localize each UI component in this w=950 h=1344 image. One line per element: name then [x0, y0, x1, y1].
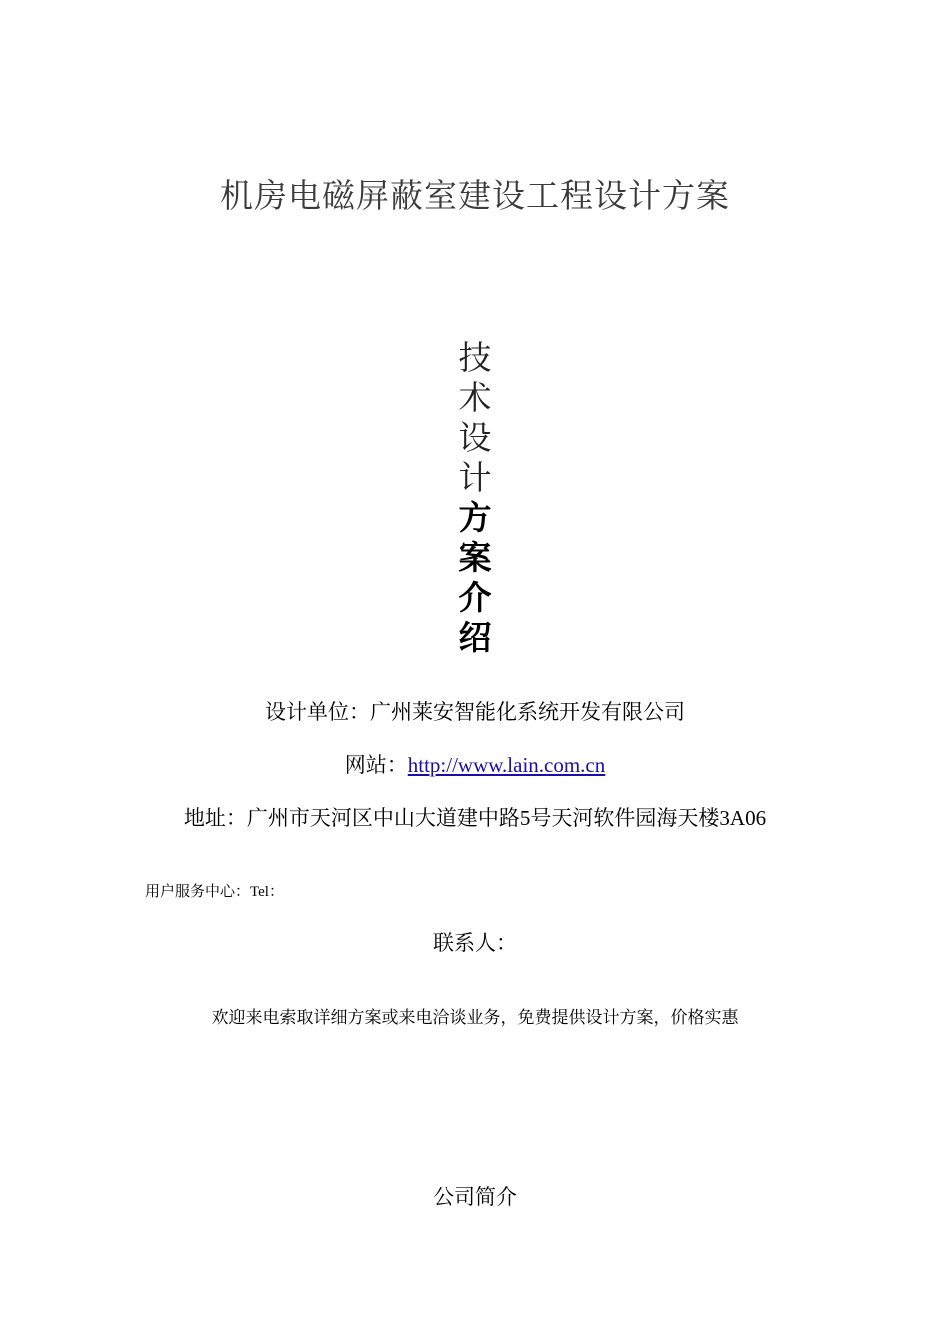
section-title-company-intro: 公司简介 [433, 1185, 517, 1209]
vertical-title-char: 方 [458, 498, 492, 537]
website-label: 网站： [344, 753, 408, 777]
welcome-text: 欢迎来电索取详细方案或来电洽谈业务，免费提供设计方案，价格实惠 [211, 1008, 739, 1028]
vertical-title-char: 案 [458, 538, 492, 577]
vertical-title-char: 术 [458, 378, 492, 417]
vertical-title-char: 技 [458, 338, 492, 377]
address-building: 号天河软件园海天楼 [530, 806, 720, 830]
service-center-label: 用户服务中心： [145, 882, 251, 900]
vertical-title-char: 绍 [458, 618, 492, 657]
address-room: 3A06 [719, 806, 767, 830]
address-label: 地址： [183, 806, 247, 830]
design-unit-line [0, 696, 950, 726]
contact-label: 联系人： [433, 931, 517, 955]
address-street: 广州市天河区中山大道建中路 [246, 806, 520, 830]
service-tel-label: Tel： [250, 884, 284, 900]
document-title: 机房电磁屏蔽室建设工程设计方案 [220, 176, 730, 215]
design-unit-label: 设计单位： [265, 700, 370, 724]
vertical-title [445, 338, 505, 658]
vertical-title-char: 计 [458, 458, 492, 497]
website-line [0, 749, 950, 779]
design-unit-value: 广州莱安智能化系统开发有限公司 [370, 700, 685, 724]
address-number: 5 [519, 806, 531, 830]
address-line [0, 802, 950, 832]
vertical-title-char: 设 [458, 418, 492, 457]
vertical-title-char: 介 [458, 578, 492, 617]
contact-line [0, 927, 950, 957]
website-link[interactable]: http://www.lain.com.cn [407, 753, 606, 777]
service-center-line [145, 880, 284, 901]
